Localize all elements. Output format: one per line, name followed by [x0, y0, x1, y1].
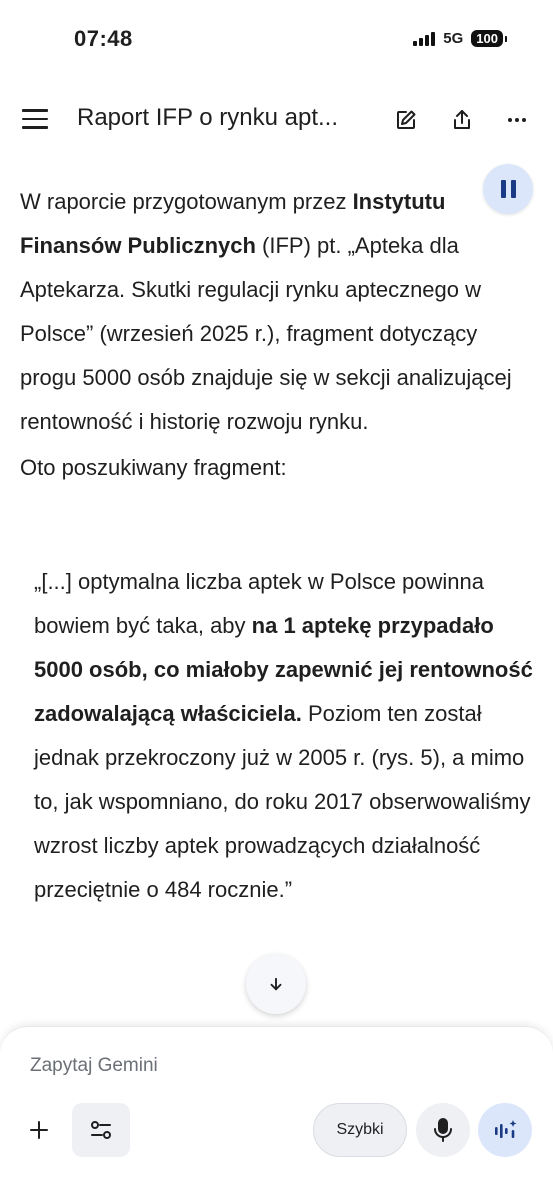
status-bar [0, 0, 553, 80]
pause-icon[interactable] [483, 164, 533, 214]
microphone-button[interactable] [416, 1103, 470, 1157]
signal-icon [413, 32, 435, 46]
tools-icon [88, 1117, 114, 1143]
live-voice-button[interactable] [478, 1103, 532, 1157]
status-indicators [413, 30, 503, 47]
more-options-icon[interactable] [501, 104, 533, 136]
edit-icon[interactable] [390, 104, 422, 136]
live-waveform-icon [492, 1117, 518, 1143]
add-attachment-button[interactable] [22, 1113, 56, 1147]
quoted-fragment: „[...] optymalna liczba aptek w Polsce powinna bowiem być taka, aby na 1 aptekę przypadało 5000 osób, co miałoby zapewnić jej rentowność zadowalającą właściciela. Poziom ten został jednak przekroczony już w 2005 r. (rys. 5), a mimo to, jak wspomniano, do roku 2017 obserwowaliśmy wzrost liczby aptek prowadzących działalność przeciętnie o 484 rocznie.” [34, 569, 533, 902]
tools-button[interactable] [72, 1103, 130, 1157]
prompt-input[interactable] [30, 1055, 510, 1077]
scroll-down-button[interactable] [246, 954, 306, 1014]
status-time: 07:48 [74, 26, 133, 51]
arrow-down-icon [267, 975, 285, 993]
microphone-icon [432, 1117, 454, 1143]
plus-icon [27, 1118, 51, 1142]
menu-icon[interactable] [22, 109, 48, 129]
prompt-panel [0, 1026, 553, 1200]
network-type: 5G [443, 30, 464, 47]
quote-highlight: na 1 aptekę przypadało 5000 osób, co miałoby zapewnić jej rentowność zadowalającą właściciela. [34, 613, 533, 726]
model-mode-button[interactable]: Szybki [313, 1103, 407, 1157]
response-content [20, 180, 535, 492]
share-icon[interactable] [446, 104, 478, 136]
institute-name: Instytutu Finansów Publicznych [20, 189, 446, 258]
conversation-title[interactable]: Raport IFP o rynku apt... [77, 104, 339, 131]
battery-icon: 100 [471, 30, 503, 47]
top-app-bar [0, 92, 553, 148]
intro-paragraph: W raporcie przygotowanym przez Instytutu Finansów Publicznych (IFP) pt. „Apteka dla Aptekarza. Skutki regulacji rynku aptecznego w Polsce” (wrzesień 2025 r.), fragment dotyczący progu 5000 osób znajduje się w sekcji analizującej rentowność i historię rozwoju rynku. [20, 189, 512, 434]
lead-in-paragraph: Oto poszukiwany fragment: [20, 455, 287, 480]
